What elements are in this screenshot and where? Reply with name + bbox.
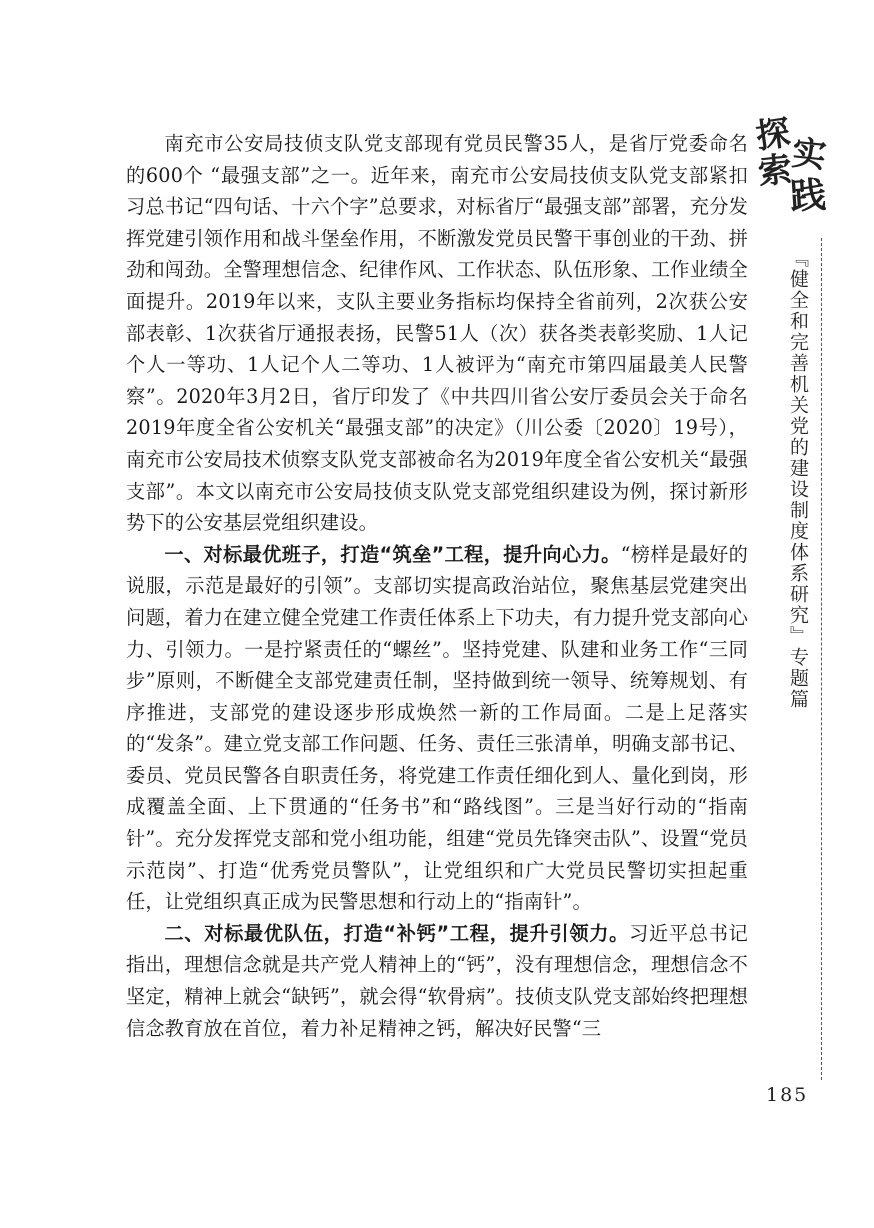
section-two-heading: 二、对标最优队伍，打造“补钙”工程，提升引领力。	[164, 921, 630, 945]
section-two-paragraph	[126, 918, 748, 1044]
paragraph-text: “榜样是最好的说服，示范是最好的引领”。支部切实提高政治站位，聚焦基层党建突出问题，着力在建立健全党建工作责任体系上下功夫，有力提升党支部向心力、引领力。一是拧紧责任的“螺丝”。坚持党建、队建和业务工作“三同步”原则，不断健全支部党建责任制，坚持做到统一领导、统筹规划、有序推进，支部党的建设逐步形成焕然一新的工作局面。二是上足落实的“发条”。建立党支部工作问题、任务、责任三张清单，明确支部书记、委员、党员民警各自职责任务，将党建工作责任细化到人、量化到岗，形成覆盖全面、上下贯通的“任务书”和“路线图”。三是当好行动的“指南针”。充分发挥党支部和党小组功能，组建“党员先锋突击队”、设置“党员示范岗”、打造“优秀党员警队”，让党组织和广大党员民警切实担起重任，让党组织真正成为民警思想和行动上的“指南针”。	[126, 542, 748, 914]
logo-char: 探	[753, 112, 793, 158]
paragraph-text: 习近平总书记指出，理想信念就是共产党人精神上的“钙”，没有理想信念，理想信念不坚定，精神上就会“缺钙”，就会得“软骨病”。技侦支队党支部始终把理想信念教育放在首位，着力补足精神之钙，解决好民警“三	[126, 921, 748, 1040]
sidebar-divider	[821, 238, 822, 1080]
series-title: 『健全和完善机关党的建设制度体系研究』专题篇	[787, 248, 809, 710]
column-logo	[753, 112, 832, 230]
section-one-heading: 一、对标最优班子，打造“筑垒”工程，提升向心力。	[164, 542, 621, 566]
article-body	[126, 128, 748, 1044]
logo-char: 践	[788, 173, 828, 219]
page-number: 185	[766, 1084, 809, 1106]
logo-char: 索	[756, 149, 794, 193]
intro-paragraph	[126, 128, 748, 539]
section-one-paragraph	[126, 539, 748, 918]
logo-char: 实	[790, 133, 828, 177]
paragraph-text: 南充市公安局技侦支队党支部现有党员民警35人，是省厅党委命名的600个 “最强支部”之一。近年来，南充市公安局技侦支队党支部紧扣习总书记“四句话、十六个字”总要求，对标省厅“最强支部”部署，充分发挥党建引领作用和战斗堡垒作用，不断激发党员民警干事创业的干劲、拼劲和闯劲。全警理想信念、纪律作风、工作状态、队伍形象、工作业绩全面提升。2019年以来，支队主要业务指标均保持全省前列，2次获公安部表彰、1次获省厅通报表扬，民警51人（次）获各类表彰奖励、1人记个人一等功、1人记个人二等功、1人被评为“南充市第四届最美人民警察”。2020年3月2日，省厅印发了《中共四川省公安厅委员会关于命名2019年度全省公安机关“最强支部”的决定》（川公委〔2020〕19号），南充市公安局技术侦察支队党支部被命名为2019年度全省公安机关“最强支部”。本文以南充市公安局技侦支队党支部党组织建设为例，探讨新形势下的公安基层党组织建设。	[126, 132, 748, 535]
